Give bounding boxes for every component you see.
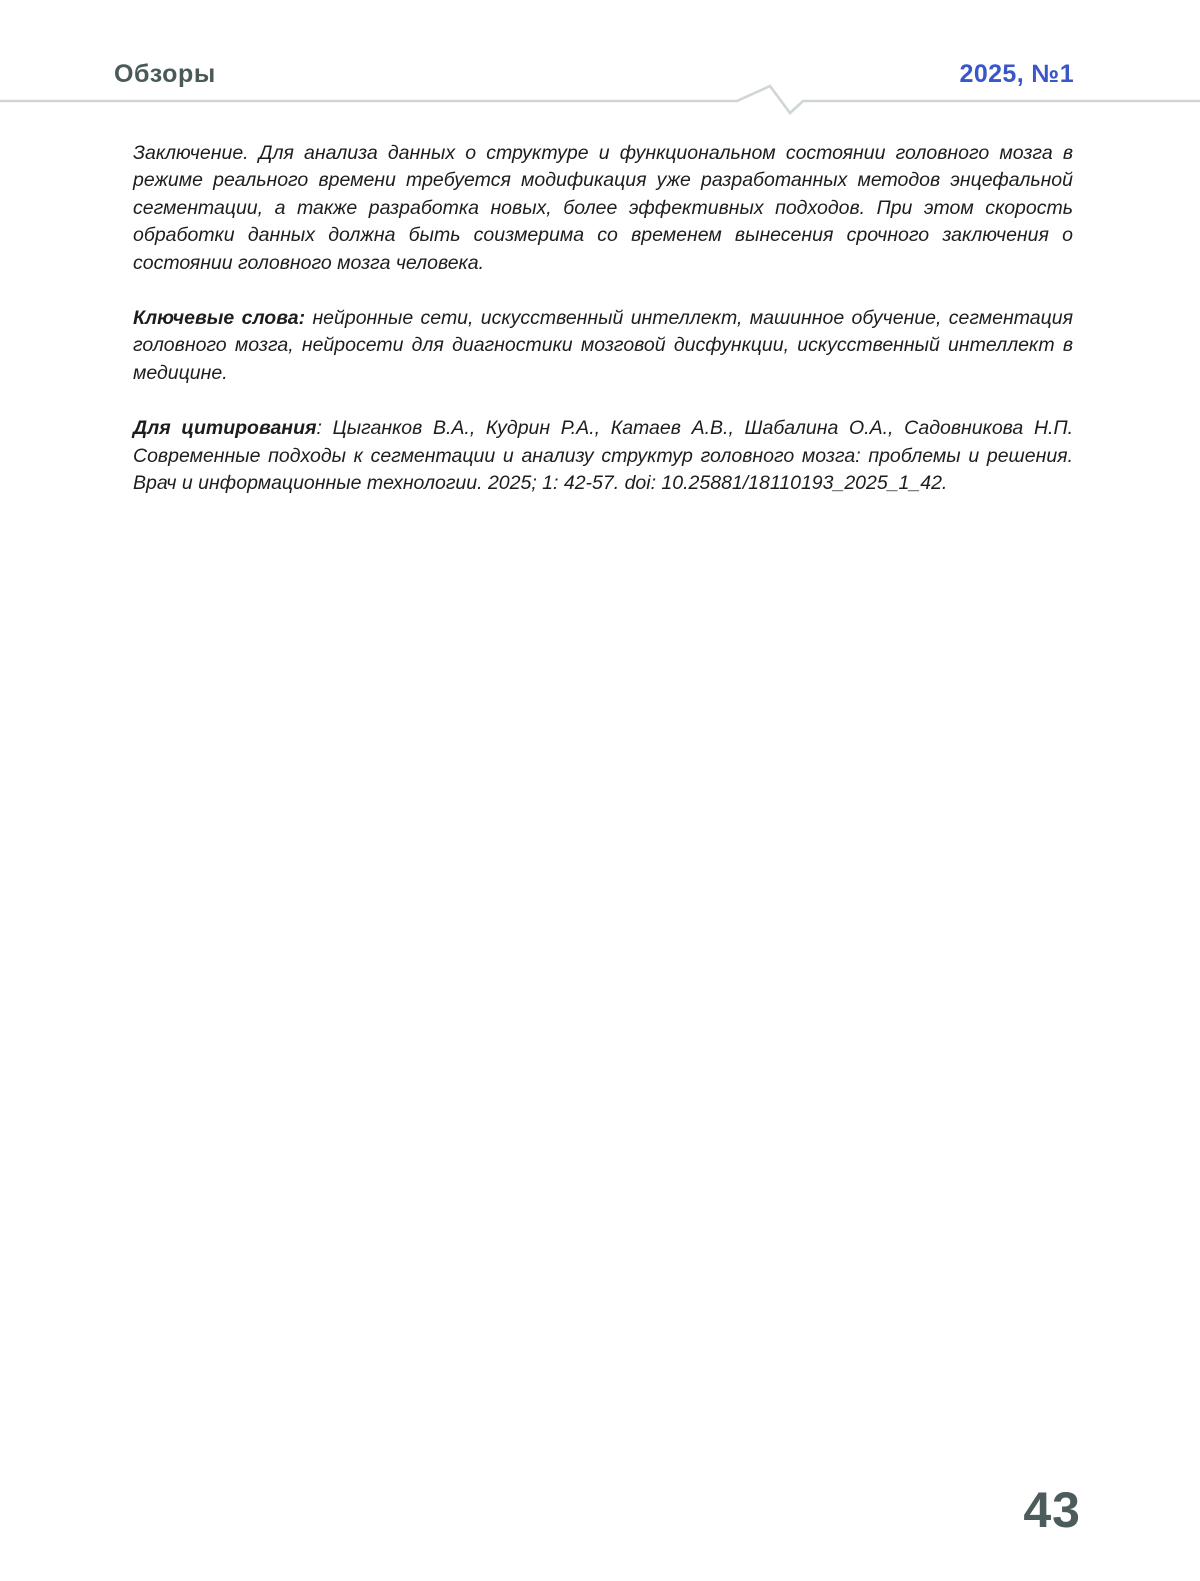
citation-label: Для цитирования	[133, 417, 317, 440]
keywords-label: Ключевые слова:	[133, 307, 306, 330]
citation-text: : Цыганков В.А., Кудрин Р.А., Катаев А.В., Шабалина О.А., Садовникова Н.П. Современные подходы к сегментации и анализу структур головного мозга: проблемы и решения. Врач и информационные технологии. 2025; 1: 42-57. doi: 10.25881/18110193_2025_1_42.	[133, 417, 1073, 495]
keywords-text: нейронные сети, искусственный интеллект, машинное обучение, сегментация головного мозга, нейросети для диагностики мозговой дисфункции, искусственный интеллект в медицине.	[133, 307, 1073, 384]
issue-number: 2025, №1	[959, 60, 1074, 88]
section-title: Обзоры	[114, 60, 216, 88]
citation-paragraph	[133, 415, 1073, 497]
heartbeat-divider-line	[0, 84, 1200, 118]
page-number: 43	[1023, 1482, 1081, 1538]
keywords-paragraph	[133, 305, 1073, 387]
article-abstract-block	[133, 140, 1073, 525]
conclusion-paragraph: Заключение. Для анализа данных о структуре и функциональном состоянии головного мозга в режиме реального времени требуется модификация уже разработанных методов энцефальной сегментации, а также разработка новых, более эффективных подходов. При этом скорость обработки данных должна быть соизмерима со временем вынесения срочного заключения о состоянии головного мозга человека.	[133, 142, 1073, 274]
